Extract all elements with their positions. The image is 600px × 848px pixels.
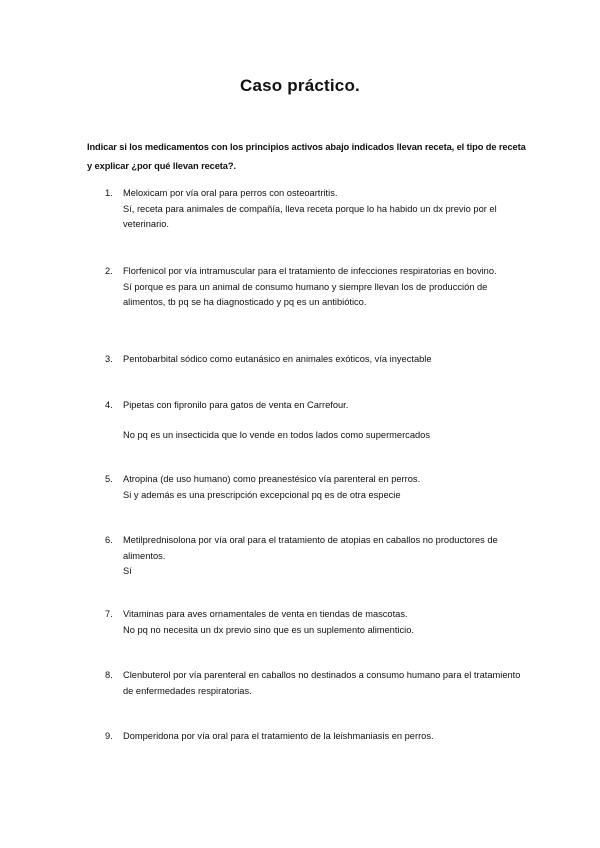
list-item-4 [105,398,525,443]
list-item-2 [105,264,525,311]
item-number: 7. [105,609,113,619]
list-item-6 [105,533,525,580]
item-question: Vitaminas para aves ornamentales de venta en tiendas de mascotas. [123,609,408,619]
item-number: 6. [105,535,113,545]
item-number: 9. [105,731,113,741]
item-question: Metilprednisolona por vía oral para el tratamiento de atopias en caballos no productores de alimentos. [123,535,498,561]
item-number: 2. [105,266,113,276]
item-question: Atropina (de uso humano) como preanestésico vía parenteral en perros. [123,474,421,484]
item-answer: Sí, receta para animales de compañía, lleva receta porque lo ha habido un dx previo por el veterinario. [123,203,497,229]
item-question: Pipetas con fipronilo para gatos de venta en Carrefour. [123,400,349,410]
item-number: 4. [105,400,113,410]
item-answer: Sí [123,566,132,576]
item-question: Meloxicam por vía oral para perros con osteoartritis. [123,188,338,198]
item-answer: No pq no necesita un dx previo sino que es un suplemento alimenticio. [123,624,414,635]
item-question: Florfenicol por vía intramuscular para el tratamiento de infecciones respiratorias en bovino. [123,266,497,276]
item-number: 3. [105,354,113,364]
item-answer: Sí porque es para un animal de consumo humano y siempre llevan los de producción de alimentos, tb pq se ha diagnosticado y pq es un antibiótico. [123,281,488,307]
item-answer: No pq es un insecticida que lo vende en todos lados como supermercados [123,429,430,440]
item-question: Pentobarbital sódico como eutanásico en animales exóticos, vía inyectable [123,354,432,364]
list-item-1 [105,186,525,233]
item-answer: Si y además es una prescripción excepcional pq es de otra especie [123,489,401,500]
item-number: 8. [105,670,113,680]
item-question: Clenbuterol por vía parenteral en caballos no destinados a consumo humano para el tratamiento de enfermedades respiratorias. [123,670,521,696]
list-item-9 [105,729,525,745]
item-question: Domperidona por vía oral para el tratamiento de la leishmaniasis en perros. [123,731,434,741]
list-item-8 [105,668,525,699]
instructions: Indicar si los medicamentos con los principios activos abajo indicados llevan receta, el tipo de receta y explicar ¿por qué llevan receta?. [87,142,526,171]
list-item-5 [105,472,525,503]
item-number: 5. [105,474,113,484]
list-item-3 [105,352,525,368]
list-item-7 [105,607,525,638]
item-number: 1. [105,188,113,198]
page-title: Caso práctico. [240,76,360,95]
